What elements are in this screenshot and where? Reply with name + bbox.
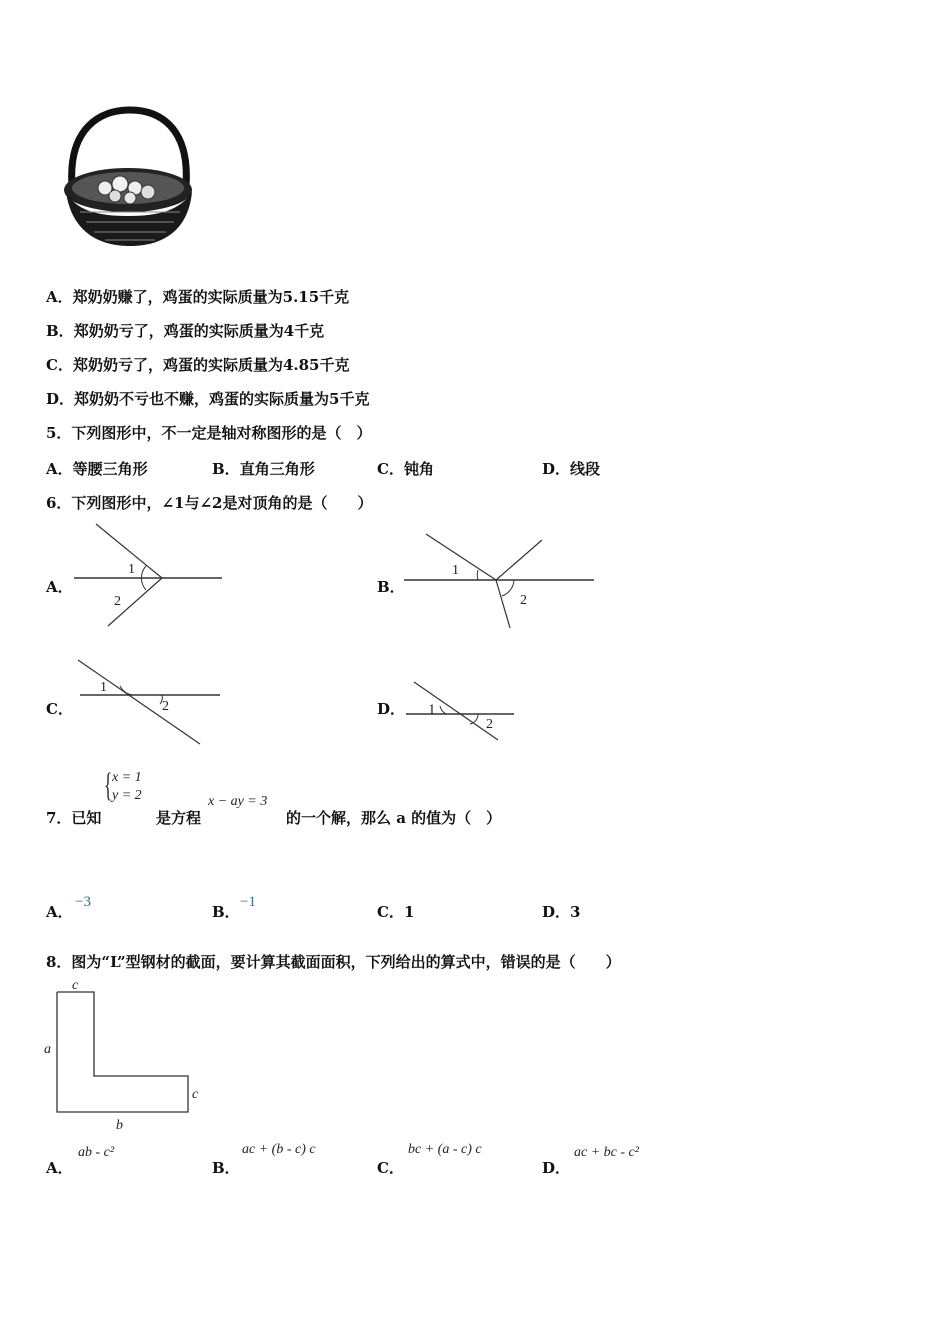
q5-option-c[interactable] [377, 458, 434, 479]
q7-system-line2: y = 2 [112, 788, 142, 803]
q5-option-b[interactable] [212, 458, 315, 479]
q7-system-brace: { [104, 767, 113, 804]
q6-d-angle-2: 2 [486, 717, 493, 732]
q5-option-a-letter: A． [46, 460, 73, 478]
q5-option-d-text: 线段 [570, 460, 601, 478]
q6-option-b-letter[interactable]: B． [377, 578, 405, 596]
q8-option-a-letter: A． [46, 1159, 73, 1177]
q8-label-right: c [192, 1087, 199, 1102]
q4-option-a-letter: A． [46, 288, 73, 306]
q6-d-angle-1: 1 [428, 702, 436, 718]
q6-a-angle-2: 2 [114, 594, 121, 609]
q7-option-d[interactable] [542, 901, 580, 922]
q5-option-c-letter: C． [377, 460, 404, 478]
q5-option-a-text: 等腰三角形 [72, 460, 148, 478]
q7-option-b-value: −1 [240, 894, 256, 910]
q7-option-a-value: −3 [75, 894, 91, 910]
q8-option-c-letter: C． [377, 1159, 404, 1177]
q7-option-a[interactable] [46, 901, 73, 922]
q5-option-c-text: 钝角 [403, 460, 434, 478]
q7-option-a-letter: A． [46, 903, 73, 921]
q8-option-c[interactable] [377, 1157, 404, 1178]
q6-figure-b [400, 530, 600, 630]
q4-option-c-text: 郑奶奶亏了，鸡蛋的实际质量为4.85千克 [72, 356, 350, 374]
q8-label-top: c [72, 978, 79, 993]
q6-option-a-letter[interactable]: A． [46, 578, 73, 596]
q5-option-d-letter: D． [542, 460, 571, 478]
q8-option-b[interactable] [212, 1157, 240, 1178]
q7-option-d-value: 3 [570, 903, 581, 921]
q6-figure-d [404, 680, 520, 744]
q8-option-d[interactable] [542, 1157, 570, 1178]
q6-b-angle-2: 2 [520, 593, 527, 608]
q8-option-d-letter: D． [542, 1159, 571, 1177]
q7-prefix: 7．已知 [46, 809, 102, 827]
q7-option-d-letter: D． [542, 903, 571, 921]
q6-stem: 6．下列图形中，∠1与∠2是对顶角的是（ ） [46, 494, 373, 512]
q7-suffix: 的一个解，那么 a 的值为（ ） [286, 809, 502, 827]
q8-l-shape-figure [40, 976, 220, 1136]
q6-figure-c [76, 658, 226, 748]
q5-stem: 5．下列图形中，不一定是轴对称图形的是（ ） [46, 424, 372, 442]
egg-basket-image [60, 108, 200, 250]
q8-stem: 8．图为“L”型钢材的截面，要计算其截面面积，下列给出的算式中，错误的是（ ） [46, 953, 621, 971]
q6-figure-a [70, 520, 230, 630]
q8-option-c-expr: bc + (a - c) c [408, 1142, 482, 1157]
q6-option-d-letter[interactable]: D． [377, 700, 406, 718]
q8-option-d-expr: ac + bc - c² [574, 1145, 639, 1160]
q4-option-d[interactable] [46, 388, 369, 409]
q4-option-b-text: 郑奶奶亏了，鸡蛋的实际质量为4千克 [73, 322, 325, 340]
q6-b-angle-1: 1 [452, 563, 459, 578]
q8-option-b-letter: B． [212, 1159, 240, 1177]
q8-option-a[interactable] [46, 1157, 73, 1178]
q4-option-c-letter: C． [46, 356, 73, 374]
q4-option-b-letter: B． [46, 322, 74, 340]
q6-a-angle-1: 1 [128, 562, 135, 577]
q7-option-c-letter: C． [377, 903, 404, 921]
q6-c-angle-2: 2 [162, 699, 169, 714]
q6-c-angle-1: 1 [100, 680, 107, 695]
q7-system [104, 769, 154, 809]
q5-option-b-letter: B． [212, 460, 240, 478]
q7-option-c[interactable] [377, 901, 414, 922]
q8-option-b-expr: ac + (b - c) c [242, 1142, 316, 1157]
q7-equation: x − ay = 3 [208, 794, 268, 809]
q8-label-bottom: b [116, 1118, 123, 1133]
q7-middle: 是方程 [156, 809, 202, 827]
q8-option-a-expr: ab - c² [78, 1145, 115, 1160]
q5-option-d[interactable] [542, 458, 600, 479]
q4-option-a-text: 郑奶奶赚了，鸡蛋的实际质量为5.15千克 [72, 288, 350, 306]
q7-system-line1: x = 1 [112, 770, 142, 785]
q4-option-d-text: 郑奶奶不亏也不赚，鸡蛋的实际质量为5千克 [74, 390, 370, 408]
q7-option-b[interactable] [212, 901, 240, 922]
q7-option-c-value: 1 [403, 903, 415, 921]
q5-option-b-text: 直角三角形 [239, 460, 315, 478]
q8-label-left: a [44, 1042, 51, 1057]
q4-option-a[interactable] [46, 286, 349, 307]
q4-option-c[interactable] [46, 354, 350, 375]
q7-option-b-letter: B． [212, 903, 240, 921]
q4-option-d-letter: D． [46, 390, 75, 408]
q4-option-b[interactable] [46, 320, 324, 341]
q5-option-a[interactable] [46, 458, 148, 479]
q6-option-c-letter[interactable]: C． [46, 700, 73, 718]
